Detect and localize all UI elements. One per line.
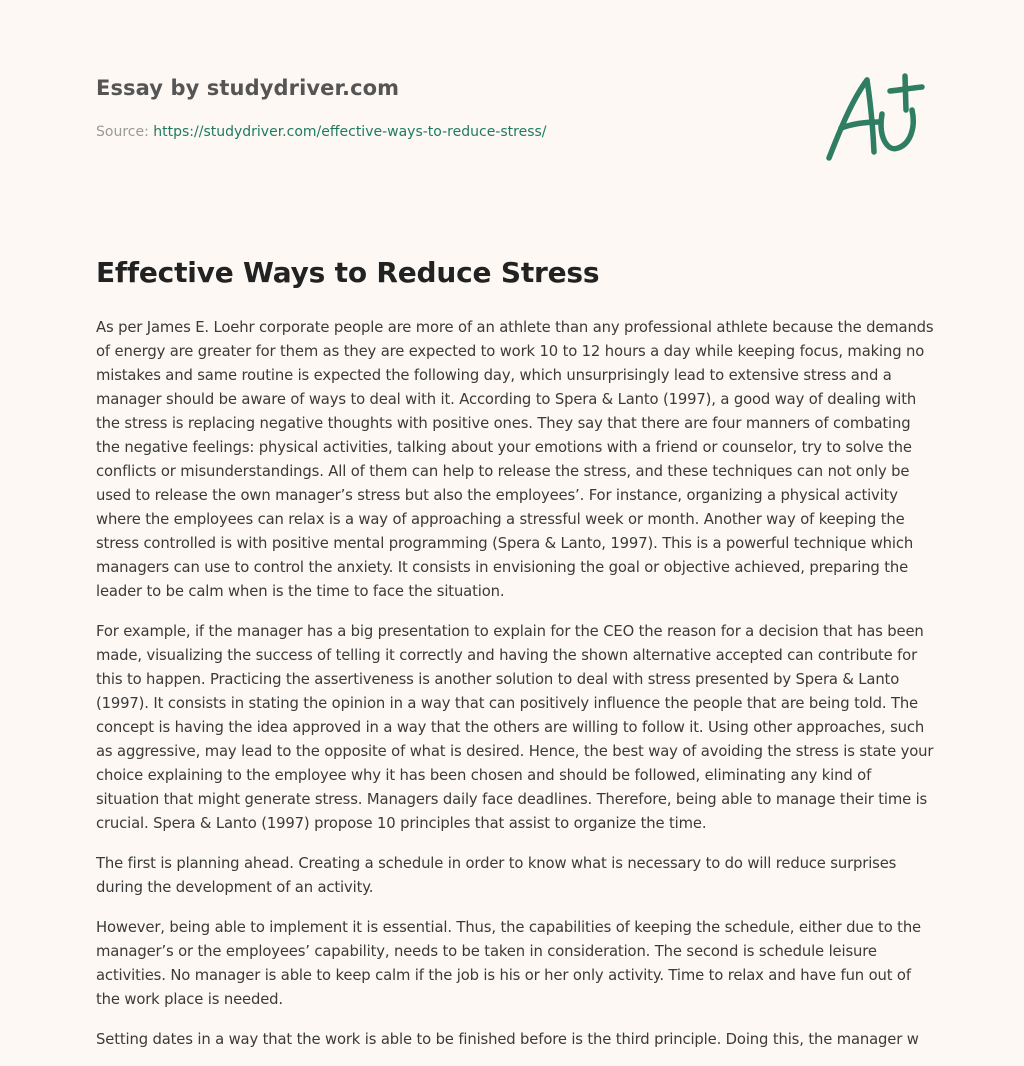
source-line <box>96 124 547 140</box>
source-link[interactable]: https://studydriver.com/effective-ways-to-reduce-stress/ <box>153 124 547 140</box>
article-paragraph: For example, if the manager has a big presentation to explain for the CEO the reason for a decision that has been made, visualizing the success of telling it correctly and having the shown alternative accepted can contribute for this to happen. Practicing the assertiveness is another solution to deal with stress presented by Spera & Lanto (1997). It consists in stating the opinion in a way that can positively influence the people that are being told. The concept is having the idea approved in a way that the others are willing to follow it. Using other approaches, such as aggressive, may lead to the opposite of what is desired. Hence, the best way of avoiding the stress is state your choice explaining to the employee why it has been chosen and should be followed, eliminating any kind of situation that might generate stress. Managers daily face deadlines. Therefore, being able to manage their time is crucial. Spera & Lanto (1997) propose 10 principles that assist to organize the time. <box>96 623 934 832</box>
article-title: Effective Ways to Reduce Stress <box>96 256 600 289</box>
a-plus-logo-icon <box>822 70 926 166</box>
site-brand: Essay by studydriver.com <box>96 76 400 100</box>
article-paragraph: Setting dates in a way that the work is able to be finished before is the third principle. Doing this, the manager w <box>96 1031 919 1048</box>
source-label: Source: <box>96 124 154 140</box>
article-paragraph: As per James E. Loehr corporate people are more of an athlete than any professional athlete because the demands of energy are greater for them as they are expected to work 10 to 12 hours a day while keeping focus, making no mistakes and same routine is expected the following day, which unsurprisingly lead to extensive stress and a manager should be aware of ways to deal with it. According to Spera & Lanto (1997), a good way of dealing with the stress is replacing negative thoughts with positive ones. They say that there are four manners of combating the negative feelings: physical activities, talking about your emotions with a friend or counselor, try to solve the conflicts or misunderstandings. All of them can help to release the stress, and these techniques can not only be used to release the own manager’s stress but also the employees’. For instance, organizing a physical activity where the employees can relax is a way of approaching a stressful week or month. Another way of keeping the stress controlled is with positive mental programming (Spera & Lanto, 1997). This is a powerful technique which managers can use to control the anxiety. It consists in envisioning the goal or objective achieved, preparing the leader to be calm when is the time to face the situation. <box>96 319 934 600</box>
article-paragraph: The first is planning ahead. Creating a schedule in order to know what is necessary to do will reduce surprises during the development of an activity. <box>96 855 897 896</box>
article-paragraph: However, being able to implement it is essential. Thus, the capabilities of keeping the schedule, either due to the manager’s or the employees’ capability, needs to be taken in consideration. The second is schedule leisure activities. No manager is able to keep calm if the job is his or her only activity. Time to relax and have fun out of the work place is needed. <box>96 919 921 1008</box>
article-body <box>96 316 936 1066</box>
